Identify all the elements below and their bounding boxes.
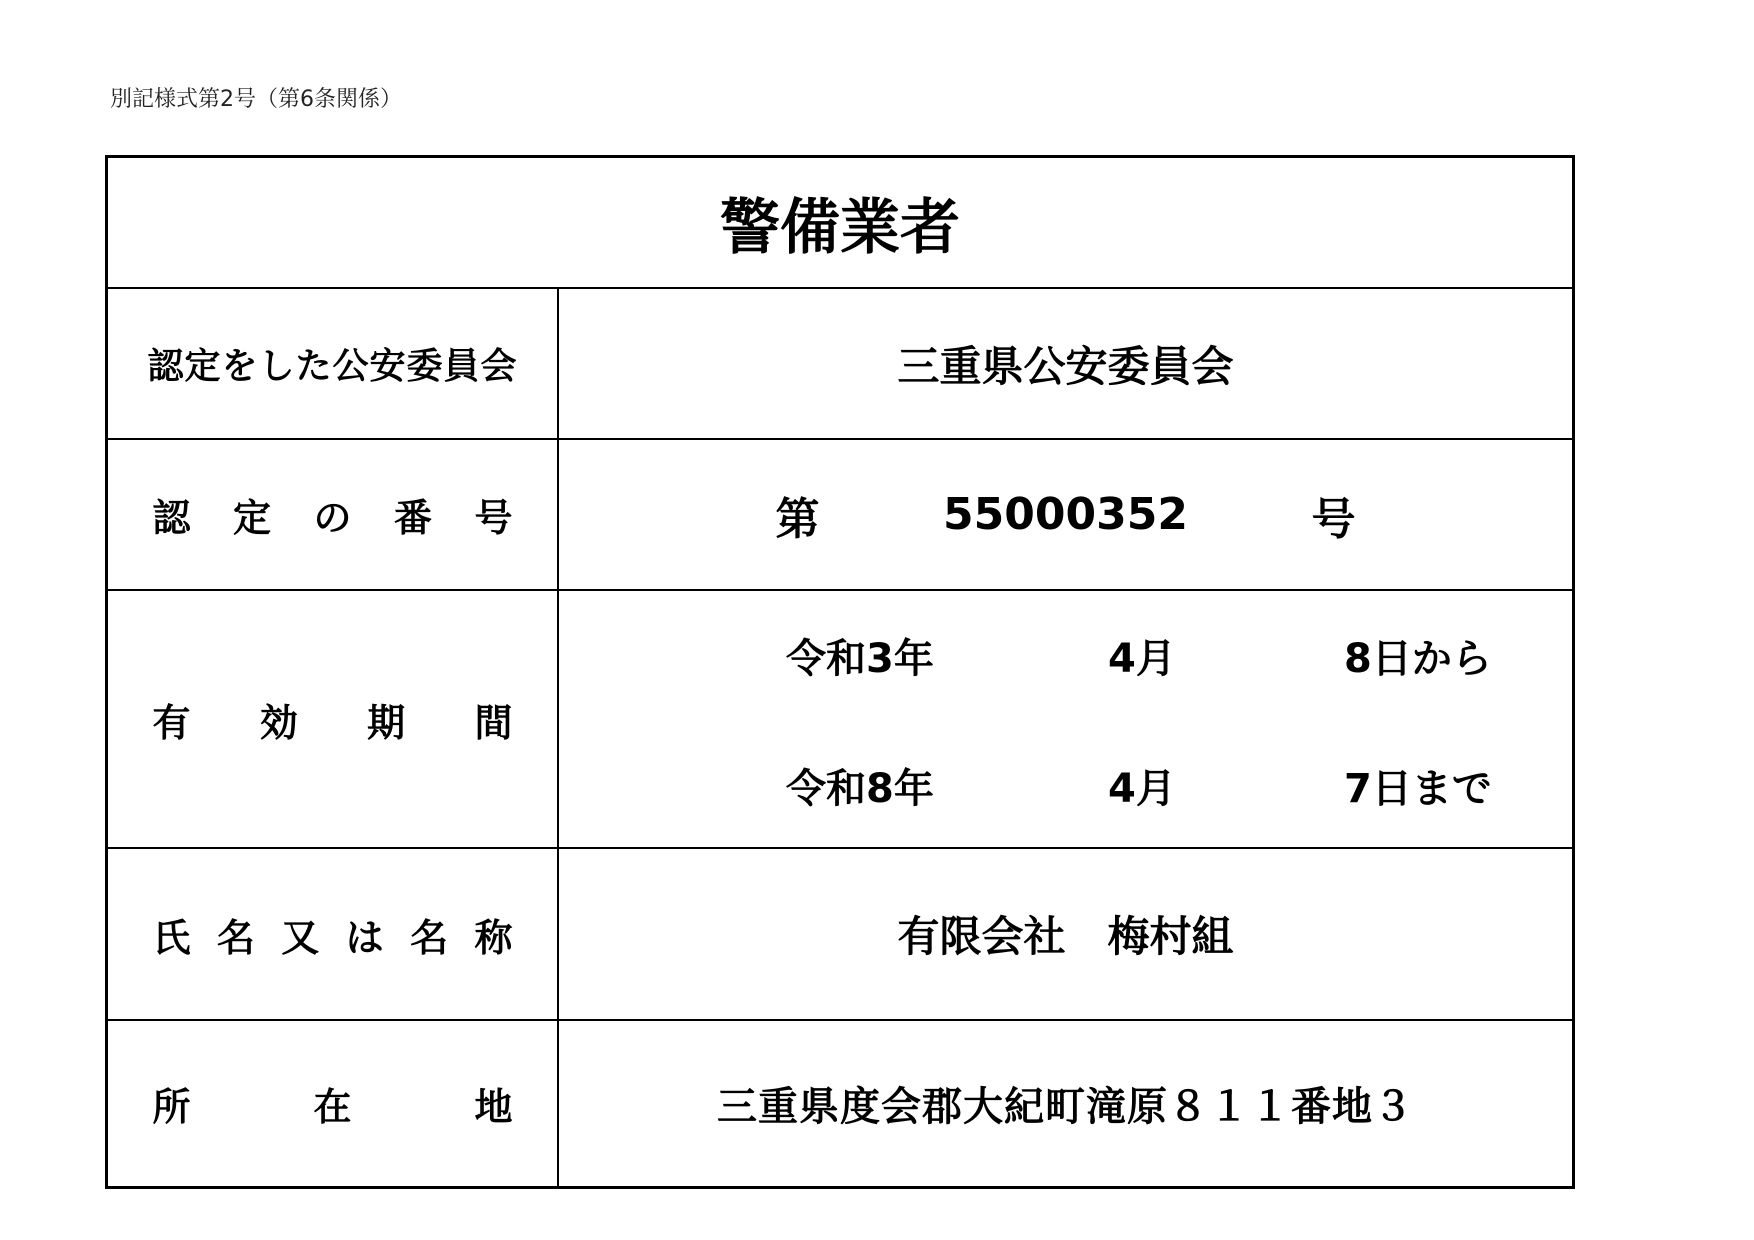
period-label-char: 間: [474, 700, 513, 745]
security-business-sign: [105, 155, 1575, 1189]
title-row: [108, 158, 1572, 287]
start-day: 8日から: [1344, 636, 1492, 682]
period-label-char: 効: [259, 700, 298, 745]
start-era-year: 令和3年: [786, 636, 934, 682]
address-label-char: 所: [152, 1085, 191, 1129]
form-number-label: 別記様式第2号（第6条関係）: [110, 87, 402, 112]
end-day: 7日まで: [1344, 766, 1492, 812]
number-value-cell: [559, 440, 1572, 589]
certification-number: 55000352: [943, 489, 1188, 540]
address-label-char: 在: [313, 1085, 352, 1129]
address-label-char: 地: [474, 1085, 513, 1129]
authority-row: [108, 287, 1572, 438]
period-start-line: [559, 627, 1572, 682]
name-label: [108, 849, 559, 1019]
company-name: 有限会社 梅村組: [897, 912, 1234, 961]
period-label-char: 期: [367, 700, 406, 745]
number-label-char: 号: [474, 496, 513, 540]
period-row: [108, 589, 1572, 847]
end-era-year: 令和8年: [786, 766, 934, 812]
end-month: 4月: [1108, 766, 1176, 812]
period-label: [108, 591, 559, 847]
name-label-char: 称: [474, 915, 513, 960]
number-row: [108, 438, 1572, 589]
address-label: [108, 1021, 559, 1186]
number-label: [108, 440, 559, 589]
company-address: 三重県度会郡大紀町滝原８１１番地３: [717, 1084, 1414, 1130]
name-label-char: は: [345, 915, 384, 960]
number-suffix: 号: [1311, 493, 1356, 545]
period-value-cell: [559, 591, 1572, 847]
name-label-char: 又: [281, 915, 320, 960]
name-label-char: 名: [216, 915, 255, 960]
name-label-char: 名: [410, 915, 449, 960]
number-label-char: 番: [393, 496, 432, 540]
number-label-char: の: [313, 496, 352, 540]
number-prefix: 第: [775, 493, 820, 545]
authority-value: 三重県公安委員会: [897, 341, 1234, 391]
authority-label: 認定をした公安委員会: [108, 289, 559, 438]
period-label-char: 有: [152, 700, 191, 745]
sign-title: 警備業者: [720, 192, 960, 263]
name-label-char: 氏: [152, 915, 191, 960]
number-label-char: 定: [232, 496, 271, 540]
name-row: [108, 847, 1572, 1019]
period-end-line: [559, 757, 1572, 812]
number-label-char: 認: [152, 496, 191, 540]
start-month: 4月: [1108, 636, 1176, 682]
address-row: [108, 1019, 1572, 1186]
